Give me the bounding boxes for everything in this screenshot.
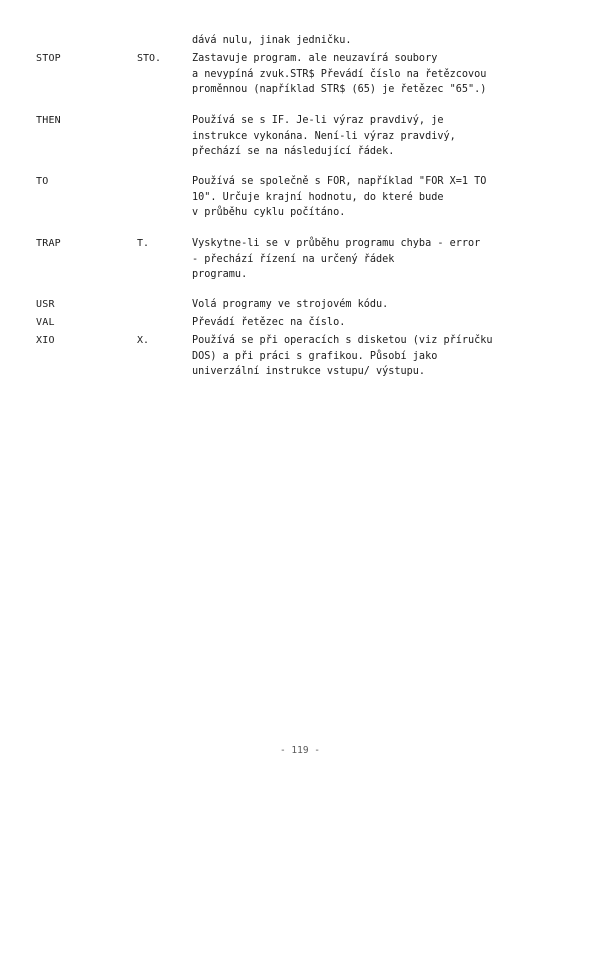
description bbox=[192, 297, 600, 313]
description-line: Používá se s IF. Je-li výraz pravdivý, je bbox=[192, 115, 444, 126]
description-line: 10". Určuje krajní hodnotu, do které bude bbox=[192, 191, 444, 203]
description-line: proměnnou (například STR$ (65) je řetězec "65".) bbox=[192, 84, 487, 95]
description-line: programu. bbox=[192, 269, 248, 280]
description bbox=[192, 174, 600, 221]
keyword: THEN bbox=[36, 115, 61, 126]
description bbox=[192, 236, 600, 283]
abbreviation: T. bbox=[137, 238, 150, 249]
description-line: dává nulu, jinak jedničku. bbox=[192, 35, 352, 46]
description bbox=[192, 113, 600, 160]
keyword: VAL bbox=[36, 317, 55, 328]
description-line: Převádí řetězec na číslo. bbox=[192, 317, 346, 328]
description-line: přechází se na následující řádek. bbox=[192, 146, 395, 157]
keyword: XIO bbox=[36, 335, 55, 346]
description-line: a nevypíná zvuk.STR$ Převádí číslo na řetězcovou bbox=[192, 68, 487, 80]
keyword: TO bbox=[36, 176, 49, 187]
description bbox=[192, 51, 600, 98]
description-line: instrukce vykonána. Není-li výraz pravdivý, bbox=[192, 130, 456, 142]
abbreviation: X. bbox=[137, 335, 150, 346]
keyword: USR bbox=[36, 299, 55, 310]
description-line: Zastavuje program. ale neuzavírá soubory bbox=[192, 53, 438, 64]
description bbox=[192, 333, 600, 380]
description-line: univerzální instrukce vstupu/ výstupu. bbox=[192, 366, 426, 377]
keyword: STOP bbox=[36, 53, 61, 64]
page-number: - 119 - bbox=[279, 745, 321, 756]
description-line: Volá programy ve strojovém kódu. bbox=[192, 299, 389, 310]
abbreviation: STO. bbox=[137, 53, 162, 64]
description bbox=[192, 315, 600, 331]
description-line: Používá se společně s FOR, například "FOR X=1 TO bbox=[192, 176, 487, 187]
keyword: TRAP bbox=[36, 238, 61, 249]
description-line: Vyskytne-li se v průběhu programu chyba - error bbox=[192, 238, 481, 249]
description-line: v průběhu cyklu počítáno. bbox=[192, 207, 346, 218]
description-line: Používá se při operacích s disketou (viz příručku bbox=[192, 335, 493, 346]
description-line: DOS) a při práci s grafikou. Působí jako bbox=[192, 350, 438, 362]
description-line: - přechází řízení na určený řádek bbox=[192, 253, 395, 265]
description bbox=[192, 33, 600, 49]
